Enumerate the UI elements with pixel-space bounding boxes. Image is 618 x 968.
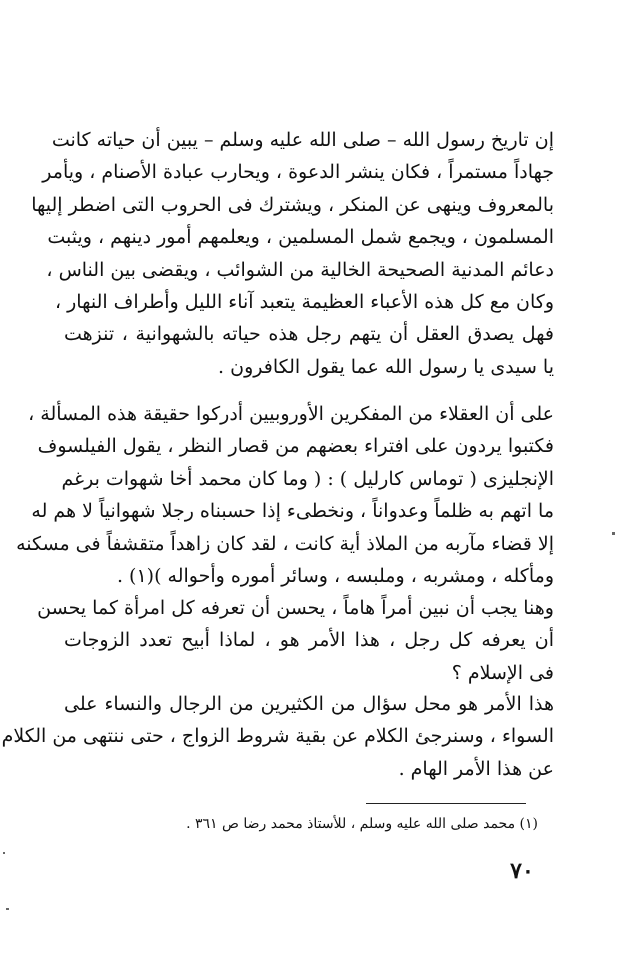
paragraph-line: إن تاريخ رسول الله – صلى الله عليه وسلم – يبين أن حياته كانت xyxy=(51,129,554,151)
paragraph-2 xyxy=(16,398,554,592)
paragraph-line: عن هذا الأمر الهام . xyxy=(398,757,554,780)
scan-speck xyxy=(6,908,9,910)
paragraph-line: جهاداً مستمراً ، فكان ينشر الدعوة ، ويحارب عبادة الأصنام ، ويأمر xyxy=(42,161,554,184)
scan-speck xyxy=(612,532,615,535)
paragraph-line: فكتبوا يردون على افتراء بعضهم من قصار النظر ، يقول الفيلسوف xyxy=(37,435,554,458)
paragraph-line: فهل يصدق العقل أن يتهم رجل هذه حياته بالشهوانية ، تنزهت xyxy=(64,323,554,346)
footnote-divider xyxy=(366,803,526,804)
paragraph-line: ما اتهم به ظلماً وعدواناً ، ونخطىء إذا حسبناه رجلا شهوانياً لا هم له xyxy=(31,500,554,523)
scan-speck xyxy=(3,852,5,854)
paragraph-4 xyxy=(1,688,554,785)
paragraph-line: وهنا يجب أن نبين أمراً هاماً ، يحسن أن تعرفه كل امرأة كما يحسن xyxy=(37,597,554,619)
paragraph-line: السواء ، وسنرجئ الكلام عن بقية شروط الزواج ، حتى ننتهى من الكلام xyxy=(1,725,554,748)
page-number: ٧٠ xyxy=(510,858,534,884)
paragraph-3 xyxy=(37,592,554,689)
paragraph-line: بالمعروف وينهى عن المنكر ، ويشترك فى الحروب التى اضطر إليها xyxy=(31,193,554,216)
paragraph-line: فى الإسلام ؟ xyxy=(451,661,554,684)
paragraph-line: على أن العقلاء من المفكرين الأوروبيين أدركوا حقيقة هذه المسألة ، xyxy=(28,403,554,425)
paragraph-line: هذا الأمر هو محل سؤال من الكثيرين من الرجال والنساء على xyxy=(64,693,554,715)
paragraph-line: وكان مع كل هذه الأعباء العظيمة يتعبد آناء الليل وأطراف النهار ، xyxy=(54,291,554,314)
paragraph-1 xyxy=(31,124,554,383)
paragraph-line: ومأكله ، ومشربه ، وملبسه ، وسائر أموره وأحواله )(١) . xyxy=(116,565,554,588)
footnote: (١) محمد صلى الله عليه وسلم ، للأستاذ محمد رضا ص ٣٦١ . xyxy=(186,816,538,832)
paragraph-line: أن يعرفه كل رجل ، هذا الأمر هو ، لماذا أبيح تعدد الزوجات xyxy=(64,629,554,652)
paragraph-line: الإنجليزى ( توماس كارليل ) : ( وما كان محمد أخا شهوات برغم xyxy=(61,467,554,490)
paragraph-line: المسلمون ، ويجمع شمل المسلمين ، ويعلمهم أمور دينهم ، ويثبت xyxy=(47,226,554,249)
paragraph-line: إلا قضاء مآربه من الملاذ أية كانت ، لقد كان زاهداً متقشفاً فى مسكنه xyxy=(16,532,554,555)
paragraph-line: دعائم المدنية الصحيحة الخالية من الشوائب ، ويقضى بين الناس ، xyxy=(46,258,554,281)
paragraph-line: يا سيدى يا رسول الله عما يقول الكافرون . xyxy=(218,355,554,378)
